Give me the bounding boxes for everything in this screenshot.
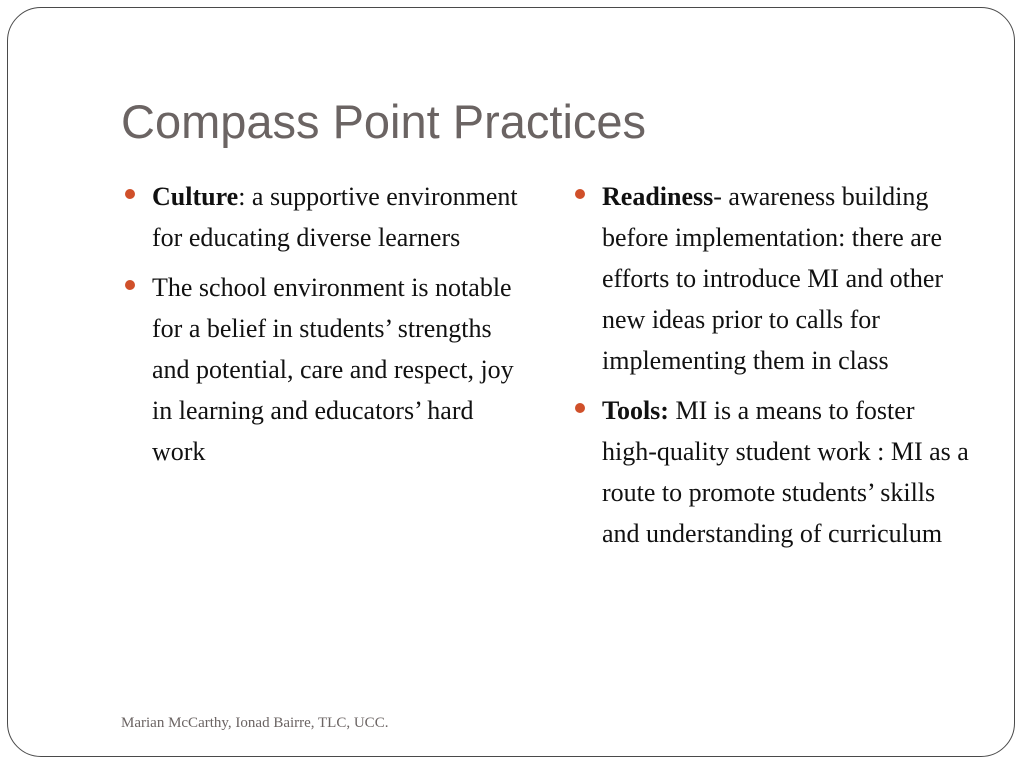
bullet-body: The school environment is notable for a belief in students’ strengths and potential, care and respect, joy in learning and educators’ hard work (152, 273, 514, 466)
bullet-text (602, 182, 943, 375)
slide-frame (7, 7, 1015, 757)
slide-footer: Marian McCarthy, Ionad Bairre, TLC, UCC. (121, 715, 389, 731)
bullet-item-school-environment (125, 267, 525, 472)
bullet-dot-icon (125, 189, 135, 199)
bullet-text (152, 182, 518, 252)
slide-title: Compass Point Practices (121, 95, 647, 148)
bullet-keyword: Tools: (602, 396, 669, 425)
bullet-item-tools (575, 390, 975, 554)
bullet-dot-icon (575, 189, 585, 199)
bullet-text (602, 396, 969, 548)
bullet-dot-icon (125, 280, 135, 290)
bullet-item-readiness (575, 176, 975, 381)
bullet-body: - awareness building before implementation: there are efforts to introduce MI and other new ideas prior to calls for implementing them in class (602, 182, 944, 375)
left-bullet-list (125, 176, 525, 481)
bullet-body: : a supportive environment for educating diverse learners (152, 182, 518, 252)
bullet-keyword: Readiness (602, 182, 714, 211)
bullet-item-culture (125, 176, 525, 258)
bullet-text (152, 273, 514, 466)
bullet-keyword: Culture (152, 182, 239, 211)
right-bullet-list (575, 176, 975, 563)
bullet-body: MI is a means to foster high-quality student work : MI as a route to promote students’ skills and understanding of curriculum (602, 396, 969, 548)
bullet-dot-icon (575, 403, 585, 413)
